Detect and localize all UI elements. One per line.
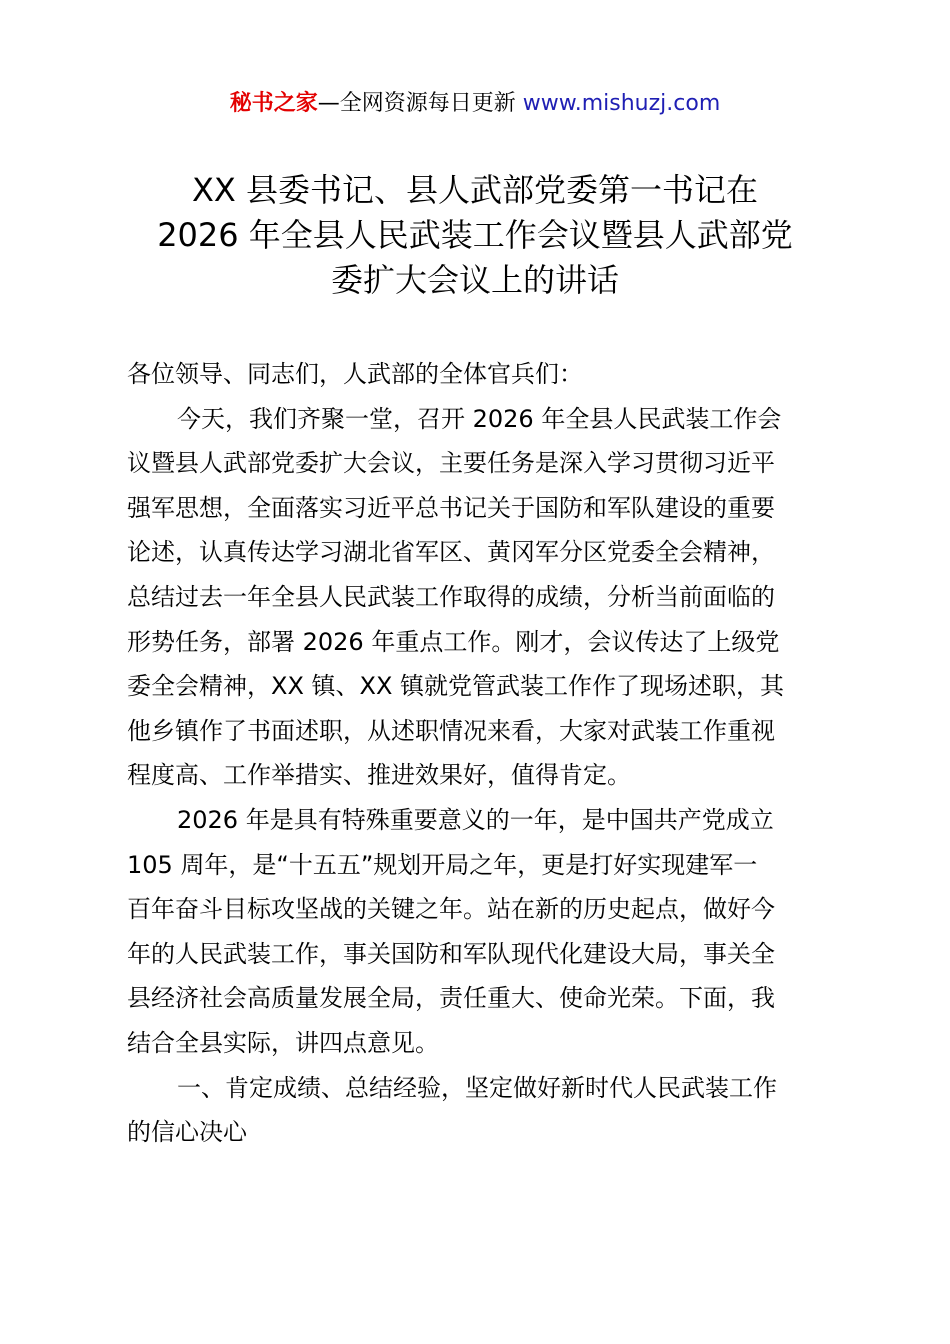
section-heading-line: 的信心决心 (127, 1118, 247, 1147)
site-brand: 秘书之家 (229, 91, 318, 116)
paragraph-line: 程度高、工作举措实、推进效果好，值得肯定。 (127, 761, 631, 790)
site-header (0, 88, 950, 120)
section-heading-line: 一、肯定成绩、总结经验，坚定做好新时代人民武装工作 (177, 1073, 777, 1102)
title-line: XX 县委书记、县人武部党委第一书记在 (191, 171, 759, 209)
paragraph-line: 年的人民武装工作，事关国防和军队现代化建设大局，事关全 (127, 939, 775, 968)
paragraph-line: 今天，我们齐聚一堂，召开 2026 年全县人民武装工作会 (177, 404, 782, 433)
paragraph-line: 议暨县人武部党委扩大会议，主要任务是深入学习贯彻习近平 (127, 449, 775, 478)
paragraph-line: 委全会精神，XX 镇、XX 镇就党管武装工作作了现场述职，其 (127, 672, 785, 701)
paragraph-line: 县经济社会高质量发展全局，责任重大、使命光荣。下面，我 (127, 984, 775, 1013)
paragraph-line: 强军思想，全面落实习近平总书记关于国防和军队建设的重要 (127, 493, 775, 522)
document-title (100, 168, 850, 303)
paragraph-line: 2026 年是具有特殊重要意义的一年，是中国共产党成立 (177, 805, 774, 834)
document-body (127, 352, 837, 1155)
title-line: 2026 年全县人民武装工作会议暨县人武部党 (157, 216, 793, 254)
title-line: 委扩大会议上的讲话 (330, 261, 619, 299)
paragraph-line: 论述，认真传达学习湖北省军区、黄冈军分区党委全会精神， (127, 538, 775, 567)
site-slogan: —全网资源每日更新 (317, 91, 516, 116)
paragraph-line: 结合全县实际，讲四点意见。 (127, 1028, 439, 1057)
paragraph-line: 形势任务，部署 2026 年重点工作。刚才，会议传达了上级党 (127, 627, 780, 656)
paragraph-line: 百年奋斗目标攻坚战的关键之年。站在新的历史起点，做好今 (127, 895, 775, 924)
paragraph-line: 总结过去一年全县人民武装工作取得的成绩，分析当前面临的 (127, 582, 775, 611)
paragraph-line: 他乡镇作了书面述职，从述职情况来看，大家对武装工作重视 (127, 716, 775, 745)
site-url-link[interactable]: www.mishuzj.com (522, 91, 721, 116)
paragraph-line: 105 周年，是“十五五”规划开局之年，更是打好实现建军一 (127, 850, 758, 879)
salutation-line: 各位领导、同志们，人武部的全体官兵们： (127, 360, 583, 388)
